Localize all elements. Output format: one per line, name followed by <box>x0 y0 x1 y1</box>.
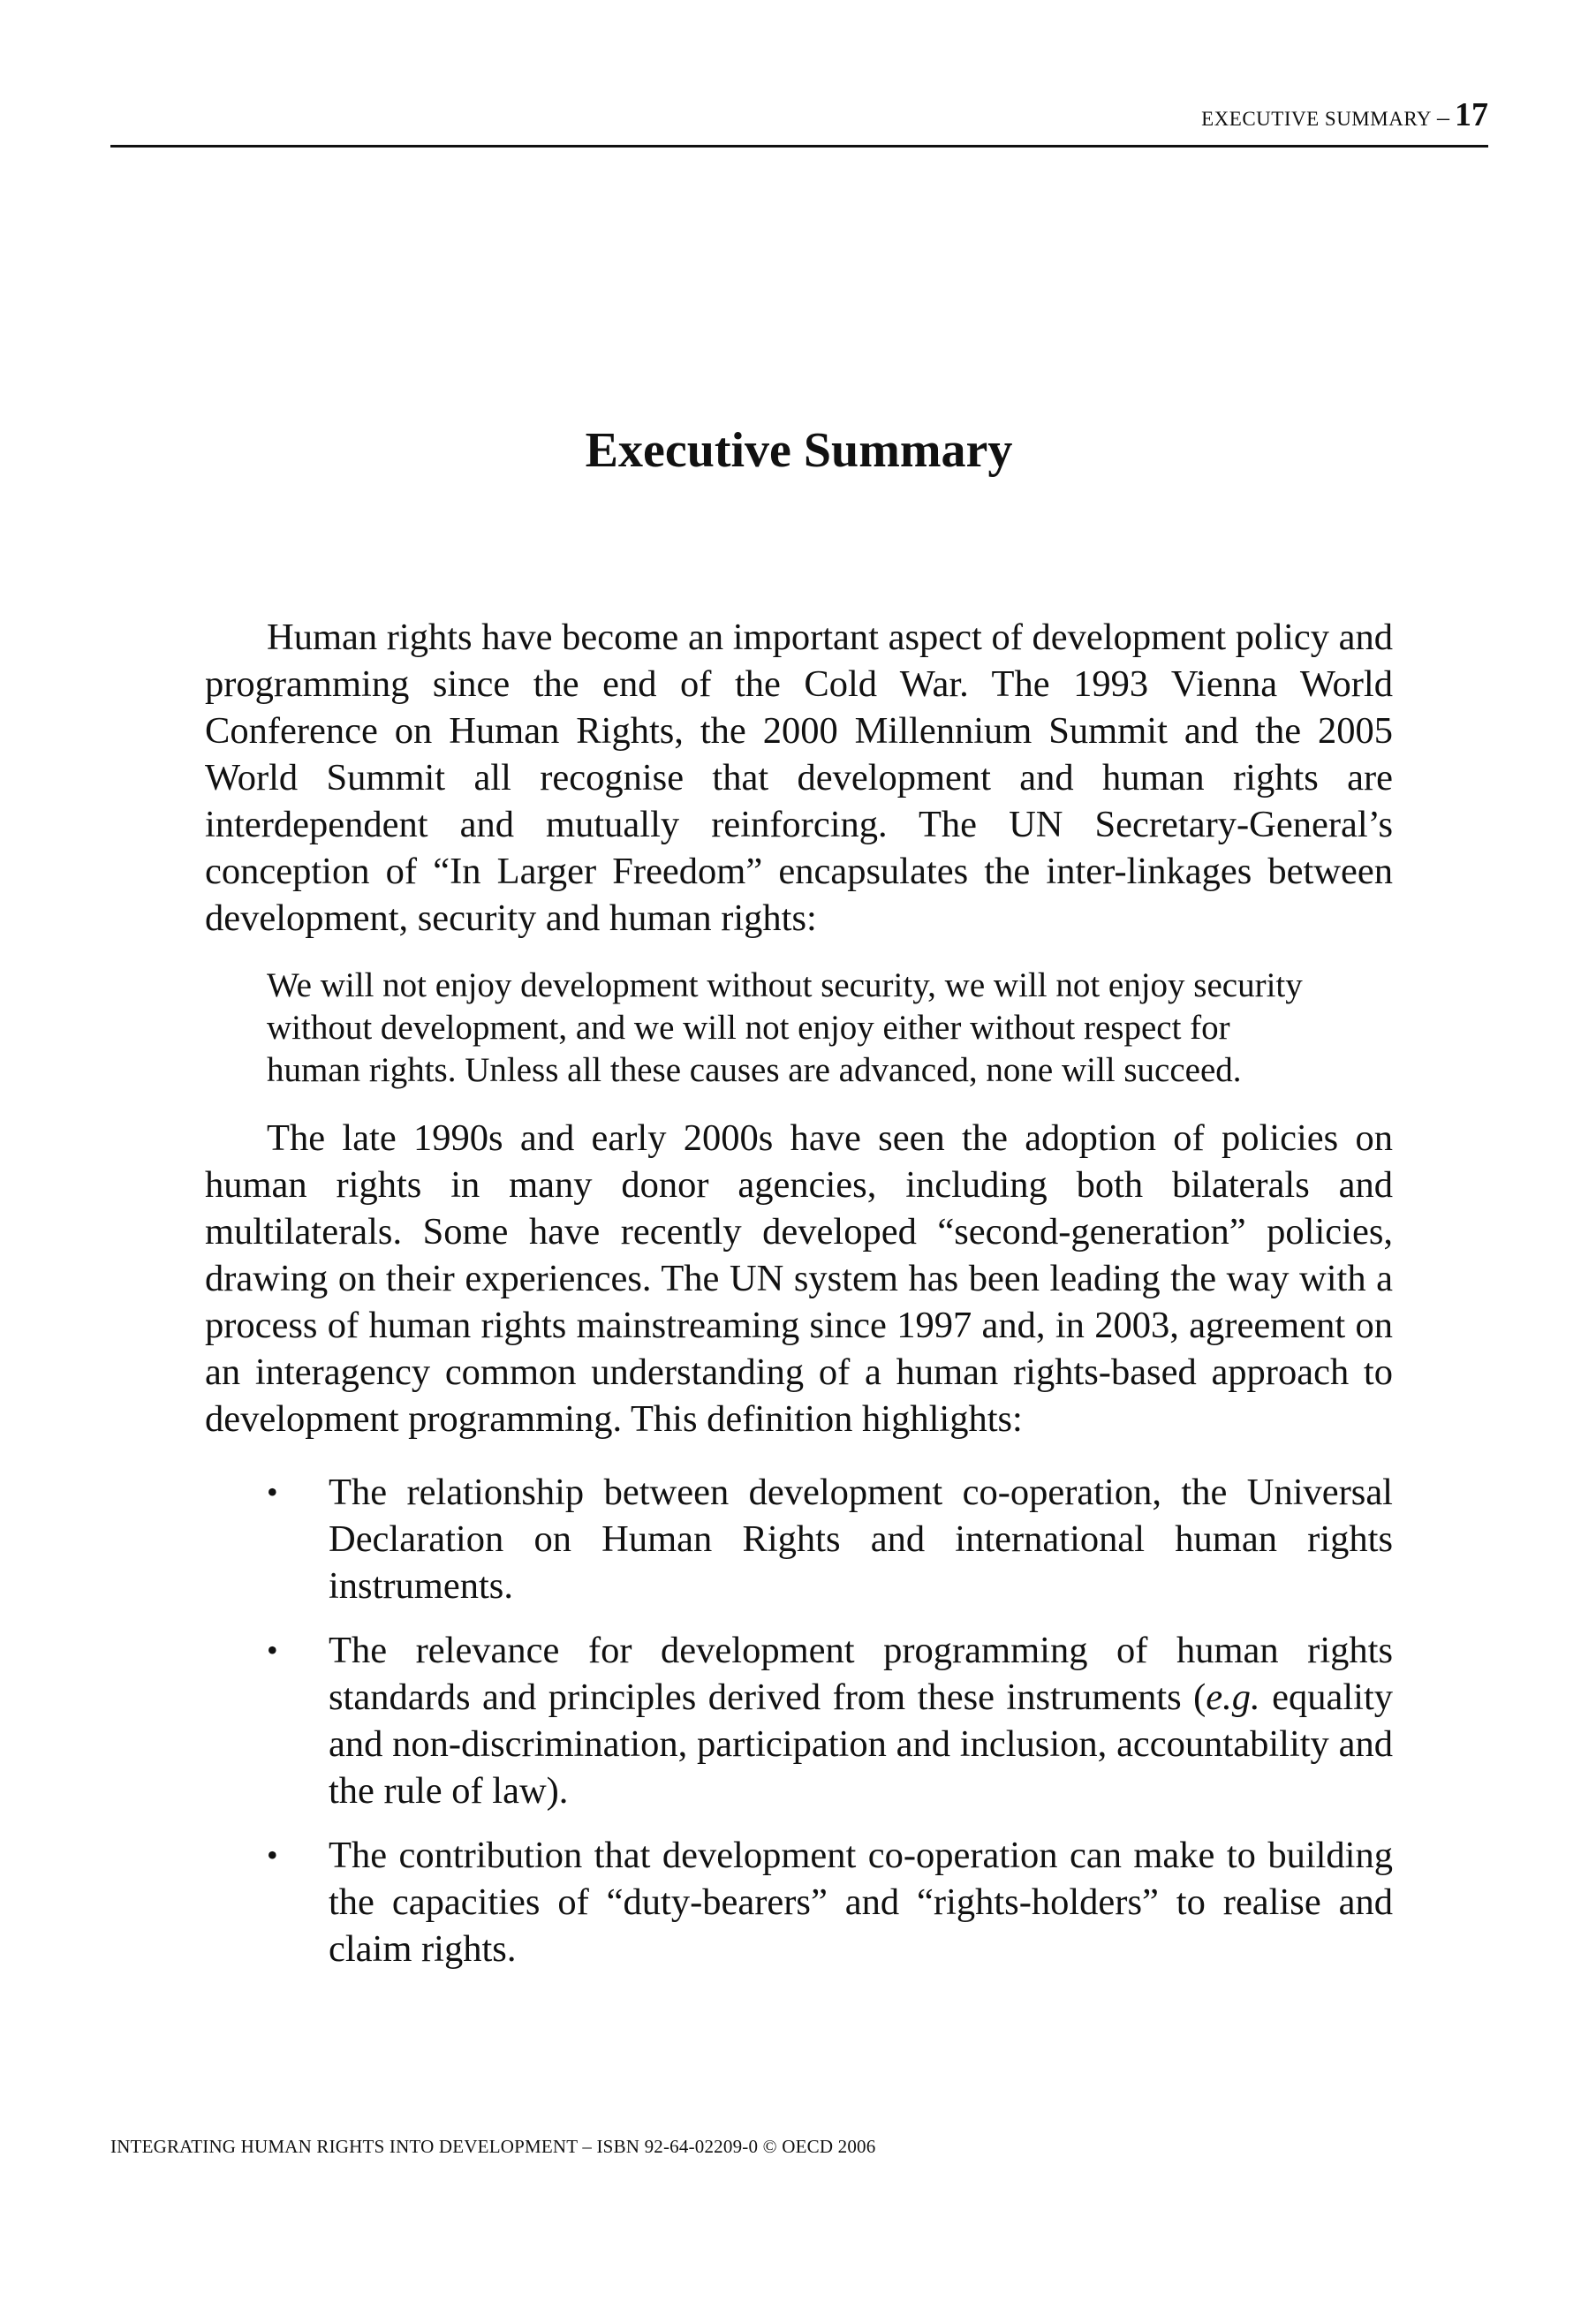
bullet-list <box>205 1469 1393 1972</box>
page-title: Executive Summary <box>585 423 1013 478</box>
list-item <box>205 1832 1393 1972</box>
page-footer: INTEGRATING HUMAN RIGHTS INTO DEVELOPMENT – ISBN 92-64-02209-0 © OECD 2006 <box>110 2136 876 2157</box>
header-separator: – <box>1437 104 1449 132</box>
list-item <box>205 1627 1393 1814</box>
paragraph-policies: The late 1990s and early 2000s have seen the adoption of policies on human rights in many donor agencies, including both bilaterals and multilaterals. Some have recently developed “second-generation” policies, drawing on their experiences. The UN system has been leading the way with a process of human rights mainstreaming since 1997 and, in 2003, agreement on an interagency common understanding of a human rights-based approach to development programming. This definition highlights: <box>205 1117 1393 1440</box>
bullet-icon: • <box>267 1632 278 1668</box>
list-item-text: The contribution that development co-operation can make to building the capacities of “duty-bearers” and “rights-holders” to realise and claim rights. <box>329 1835 1393 1970</box>
list-item-text: equality and non-discrimination, participation and inclusion, accountability and the rule of law). <box>329 1676 1393 1812</box>
bullet-icon: • <box>267 1837 278 1873</box>
bullet-icon: • <box>267 1474 278 1510</box>
list-item-text: The relevance for development programming of human rights standards and principles derived from these instruments ( <box>329 1630 1393 1718</box>
section-label: EXECUTIVE SUMMARY <box>1201 108 1432 130</box>
running-header <box>110 95 1488 148</box>
paragraph-intro: Human rights have become an important aspect of development policy and programming since the end of the Cold War. The 1993 Vienna World Conference on Human Rights, the 2000 Millennium Summit and the 2005 World Summit all recognise that development and human rights are interdependent and mutually reinforcing. The UN Secretary-General’s conception of “In Larger Freedom” encapsulates the inter-linkages between development, security and human rights: <box>205 617 1393 939</box>
page-number: 17 <box>1455 96 1488 133</box>
block-quote: We will not enjoy development without security, we will not enjoy security without development, and we will not enjoy either without respect for human rights. Unless all these causes are advanced, none will succeed. <box>267 966 1303 1089</box>
list-item-italic: e.g. <box>1206 1676 1260 1718</box>
body-text <box>205 614 1393 1990</box>
list-item-text: The relationship between development co-operation, the Universal Declaration on Human Rights and international human rights instruments. <box>329 1472 1393 1607</box>
list-item <box>205 1469 1393 1609</box>
